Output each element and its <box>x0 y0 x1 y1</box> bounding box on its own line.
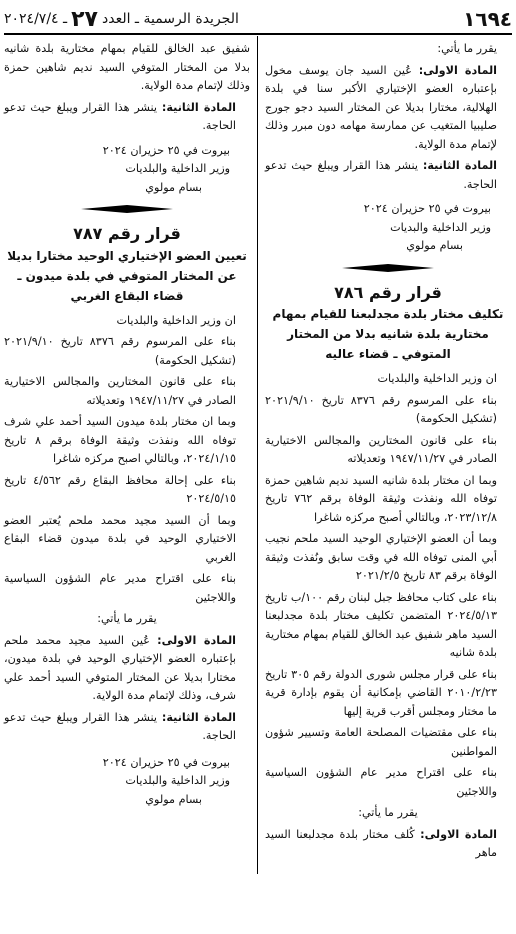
paragraph: بناء على قرار مجلس شورى الدولة رقم ٣٠٥ تاريخ ٢٠١٠/٢/٢٣ القاضي بإمكانية أن يقوم بإدارة قرية ما مختار ومجلس أقرب قرية إليها <box>265 667 497 718</box>
paragraph: بناء على إحالة محافظ البقاع رقم ٤/٥٦٢ تاريخ ٢٠٢٤/٥/١٥ <box>4 473 236 505</box>
paragraph: بناء على قانون المختارين والمجالس الاختيارية الصادر في ١٩٤٧/١١/٢٧ وتعديلاته <box>4 375 236 407</box>
page-number: ١٦٩٤ <box>463 7 512 31</box>
decided-line: يقرر ما يأتي: <box>97 612 157 625</box>
minister-title: وزير الداخلية والبديات <box>390 220 491 234</box>
gazette-name: الجريدة الرسمية ـ العدد <box>101 11 239 27</box>
article-text: عُين السيد مجيد محمد ملحم بإعتباره العضو الإختياري الوحيد في بلدة ميدون، مختارا بديلا عن المختار المتوفي السيد أحمد علي شرف، وذلك لإتمام مدة الولاية. <box>4 633 236 702</box>
article-text: ينشر هذا القرار ويبلغ حيث تدعو الحاجة. <box>4 100 236 132</box>
paragraph: بناء على كتاب محافظ جبل لبنان رقم ١٠٠/ب تاريخ ٢٠٢٤/٥/١٣ المتضمن تكليف مختار بلدة مجدلبعنا السيد ماهر شفيق عبد الخالق للقيام بمهام مختارية بلدة شانيه <box>265 590 498 659</box>
article-2 <box>265 157 511 194</box>
paragraph: ان وزير الداخلية والبلديات <box>116 313 236 327</box>
paragraph: بناء على المرسوم رقم ٨٣٧٦ تاريخ ٢٠٢١/٩/١٠ (تشكيل الحكومة) <box>4 335 236 367</box>
article-text: ينشر هذا القرار ويبلغ حيث تدعو الحاجة. <box>265 159 497 191</box>
article-2 <box>4 709 250 746</box>
signature-block <box>265 200 511 256</box>
article-1 <box>265 62 511 155</box>
gazette-issue <box>4 7 239 32</box>
signatory-name: بسام مولوي <box>145 180 202 194</box>
article-2 <box>4 99 250 136</box>
paragraph: وبما أن السيد مجيد محمد ملحم يُعتبر العضو الاختياري الوحيد في بلدة ميدون قضاء البقاع الغربي <box>4 513 236 564</box>
article-label: المادة الاولى: <box>420 827 498 841</box>
issue-number: ٢٧ <box>71 6 98 32</box>
decision-subject: تكليف مختار بلدة مجدلبعنا للقيام بمهام مختارية بلدة شانيه بدلا من المختار المتوفي ـ قضاء عاليه <box>272 307 504 361</box>
place-date: بيروت في ٢٥ حزيران ٢٠٢٤ <box>102 755 230 769</box>
paragraph: بناء على اقتراح مدير عام الشؤون السياسية واللاجئين <box>4 572 236 604</box>
paragraph: وبما أن العضو الإختياري الوحيد السيد ملحم نجيب أبي المنى توفاه الله في وقت سابق ونُفذت وثيقة الوفاة برقم ٨٣ تاريخ ٢٠٢١/٢/٥ <box>265 532 497 582</box>
divider-ornament <box>4 205 250 213</box>
decided-line: يقرر ما يأتي: <box>437 42 497 55</box>
signature-block <box>4 754 250 810</box>
article-label: المادة الاولى: <box>418 63 497 77</box>
place-date: بيروت في ٢٥ حزيران ٢٠٢٤ <box>102 143 230 157</box>
paragraph: بناء على المرسوم رقم ٨٣٧٦ تاريخ ٢٠٢١/٩/١٠ (تشكيل الحكومة) <box>265 393 497 425</box>
signatory-name: بسام مولوي <box>145 792 202 806</box>
left-column <box>4 40 250 809</box>
decision-subject: تعيين العضو الإختياري الوحيد مختارا بديلا عن المختار المتوفي في بلدة ميدون ـ قضاء البقاع الغربي <box>7 248 247 303</box>
issue-date: ـ ٢٠٢٤/٧/٤ <box>4 11 68 27</box>
paragraph: وبما ان مختار بلدة ميدون السيد أحمد علي شرف توفاه الله ونفذت وثيقة الوفاة برقم ٨ تاريخ ٢٠٢٤/١/١٥، وبالتالي اصبح مركزه شاغرا <box>4 415 236 465</box>
decision-title: قرار رقم ٧٨٧ <box>73 224 181 243</box>
minister-title: وزير الداخلية والبلديات <box>125 162 230 175</box>
divider-ornament <box>265 264 511 272</box>
decision-title: قرار رقم ٧٨٦ <box>334 282 442 302</box>
paragraph: وبما ان مختار بلدة شانيه السيد نديم شاهين حمزة توفاه الله ونفذت وثيقة الوفاة برقم ٧٦٢ تاريخ ٢٠٢٣/١٢/٨، وبالتالي أصبح مركزه شاغرا <box>265 473 497 524</box>
place-date: بيروت في ٢٥ حزيران ٢٠٢٤ <box>363 202 491 215</box>
decided-line: يقرر ما يأتي: <box>358 806 418 819</box>
article-1 <box>265 826 511 863</box>
article-label: المادة الثانية: <box>161 710 236 724</box>
signature-block <box>4 142 250 198</box>
article-text: كُلف مختار بلدة مجدلبعنا السيد ماهر <box>265 827 497 859</box>
article-1 <box>4 632 250 706</box>
article-label: المادة الثانية: <box>422 159 497 172</box>
column-divider <box>257 36 258 874</box>
paragraph: بناء على اقتراح مدير عام الشؤون السياسية واللاجئين <box>265 766 497 798</box>
article-label: المادة الثانية: <box>161 100 236 114</box>
header-rule <box>4 33 512 35</box>
continued-text: شفيق عبد الخالق للقيام بمهام مختارية بلدة شانيه بدلا من المختار المتوفي السيد نديم شاهين حمزة وذلك لإتمام مدة الولاية. <box>4 42 250 92</box>
article-text: ينشر هذا القرار ويبلغ حيث تدعو الحاجة. <box>4 710 236 742</box>
signatory-name: بسام مولوي <box>406 239 463 252</box>
paragraph: ان وزير الداخلية والبلديات <box>377 372 497 385</box>
article-text: عُين السيد جان يوسف مخول بإعتباره العضو الإختياري الأكبر سنا في بلدة الهلالية، مختارا بديلا عن المختار السيد دجو جورج صليبيا المتغيب عن ممارسة مهامه دون مبرر وذلك لإتمام مدة الولاية. <box>265 63 497 151</box>
paragraph: بناء على مقتضيات المصلحة العامة وتسيير شؤون المواطنين <box>265 726 497 758</box>
minister-title: وزير الداخلية والبلديات <box>125 774 230 787</box>
right-column <box>265 40 511 866</box>
page-header <box>4 6 512 32</box>
article-label: المادة الاولى: <box>157 633 236 647</box>
paragraph: بناء على قانون المختارين والمجالس الاختيارية الصادر في ١٩٤٧/١١/٢٧ وتعديلاته <box>265 433 497 465</box>
